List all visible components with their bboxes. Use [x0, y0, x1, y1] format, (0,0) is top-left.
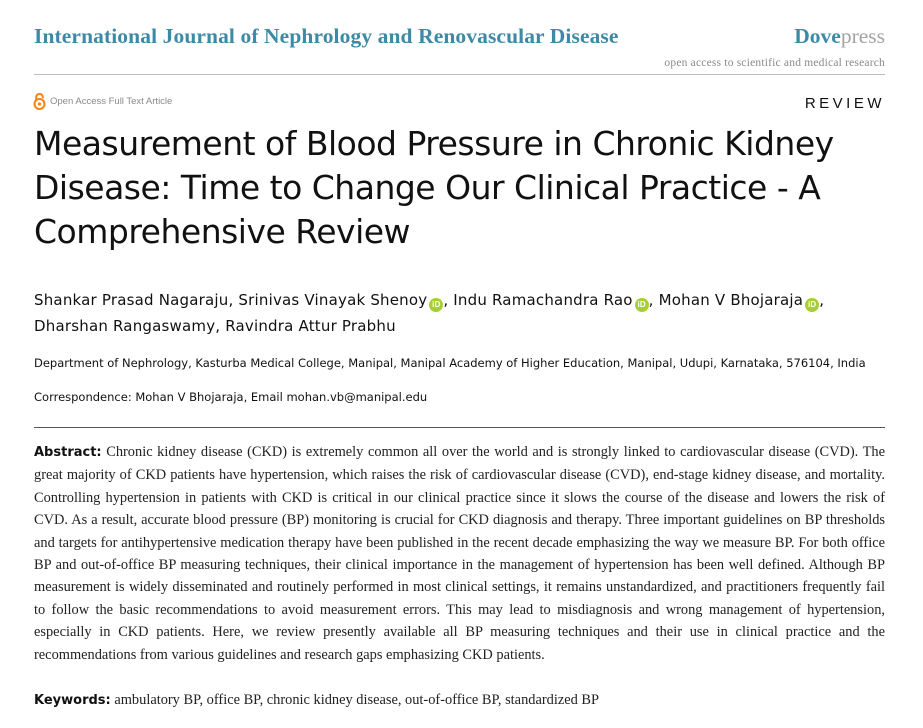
article-title: Measurement of Blood Pressure in Chronic Kidney Disease: Time to Change Our Clinical Practice - A Comprehensive Review	[34, 124, 834, 251]
open-access-badge	[33, 92, 172, 110]
open-access-lock-icon	[33, 92, 46, 110]
orcid-icon[interactable]: iD	[805, 298, 819, 312]
author-separator: ,	[648, 291, 659, 309]
author-separator: ,	[819, 291, 825, 309]
publisher-tagline: open access to scientific and medical research	[664, 57, 885, 69]
publisher-name-part1: Dove	[794, 24, 841, 48]
author-separator: ,	[215, 317, 226, 335]
article-type: REVIEW	[804, 95, 885, 112]
author-name[interactable]: Ravindra Attur Prabhu	[225, 317, 396, 335]
author-name[interactable]: Mohan V Bhojaraja	[658, 291, 804, 309]
author-name[interactable]: Shankar Prasad Nagaraju	[34, 291, 229, 309]
abstract-text: Chronic kidney disease (CKD) is extremely common all over the world and is strongly linked to cardiovascular disease (CVD). The great majority of CKD patients have hypertension, which raises the risk of cardiovascular disease (CVD), end-stage kidney disease, and mortality. Controlling hypertension in patients with CKD is critical in our clinical practice since it slows the course of the disease and lowers the risk of CVD. As a result, accurate blood pressure (BP) monitoring is crucial for CKD diagnosis and therapy. Three important guidelines on BP thresholds and targets for antihypertensive medication therapy have been published in the recent decade emphasizing the way we measure BP. For both office BP and out-of-office BP measuring techniques, their clinical importance in the management of hypertension has been well defined. Although BP measurement is widely disseminated and routinely performed in most clinical settings, it remains unstandardized, and practitioners frequently fail to follow the basic recommendations to avoid measurement errors. This may lead to misdiagnosis and wrong management of hypertension, especially in CKD patients. Here, we review presently available all BP measuring techniques and their use in clinical practice and the recommendations from various guidelines and research gaps emphasizing CKD patients.	[34, 444, 885, 663]
keywords-text: ambulatory BP, office BP, chronic kidney disease, out-of-office BP, standardized BP	[114, 692, 600, 708]
affiliation: Department of Nephrology, Kasturba Medical College, Manipal, Manipal Academy of Higher Education, Manipal, Udupi, Karnataka, 576104, India	[34, 356, 866, 370]
abstract-label: Abstract:	[34, 445, 102, 460]
author-name[interactable]: Srinivas Vinayak Shenoy	[238, 291, 428, 309]
author-separator: ,	[228, 291, 239, 309]
journal-title[interactable]: International Journal of Nephrology and Renovascular Disease	[34, 24, 619, 48]
abstract	[34, 441, 885, 666]
header-divider	[34, 74, 885, 75]
correspondence: Correspondence: Mohan V Bhojaraja, Email mohan.vb@manipal.edu	[34, 390, 428, 404]
abstract-divider	[34, 427, 885, 428]
author-name[interactable]: Dharshan Rangaswamy	[34, 317, 216, 335]
publisher-logo[interactable]	[794, 24, 885, 49]
author-separator: ,	[443, 291, 454, 309]
publisher-name-part2: press	[840, 24, 885, 48]
keywords	[34, 690, 885, 711]
open-access-label: Open Access Full Text Article	[50, 95, 173, 107]
author-list	[34, 287, 894, 339]
keywords-label: Keywords:	[34, 693, 111, 708]
author-name[interactable]: Indu Ramachandra Rao	[453, 291, 633, 309]
orcid-icon[interactable]: iD	[635, 298, 649, 312]
orcid-icon[interactable]: iD	[429, 298, 443, 312]
